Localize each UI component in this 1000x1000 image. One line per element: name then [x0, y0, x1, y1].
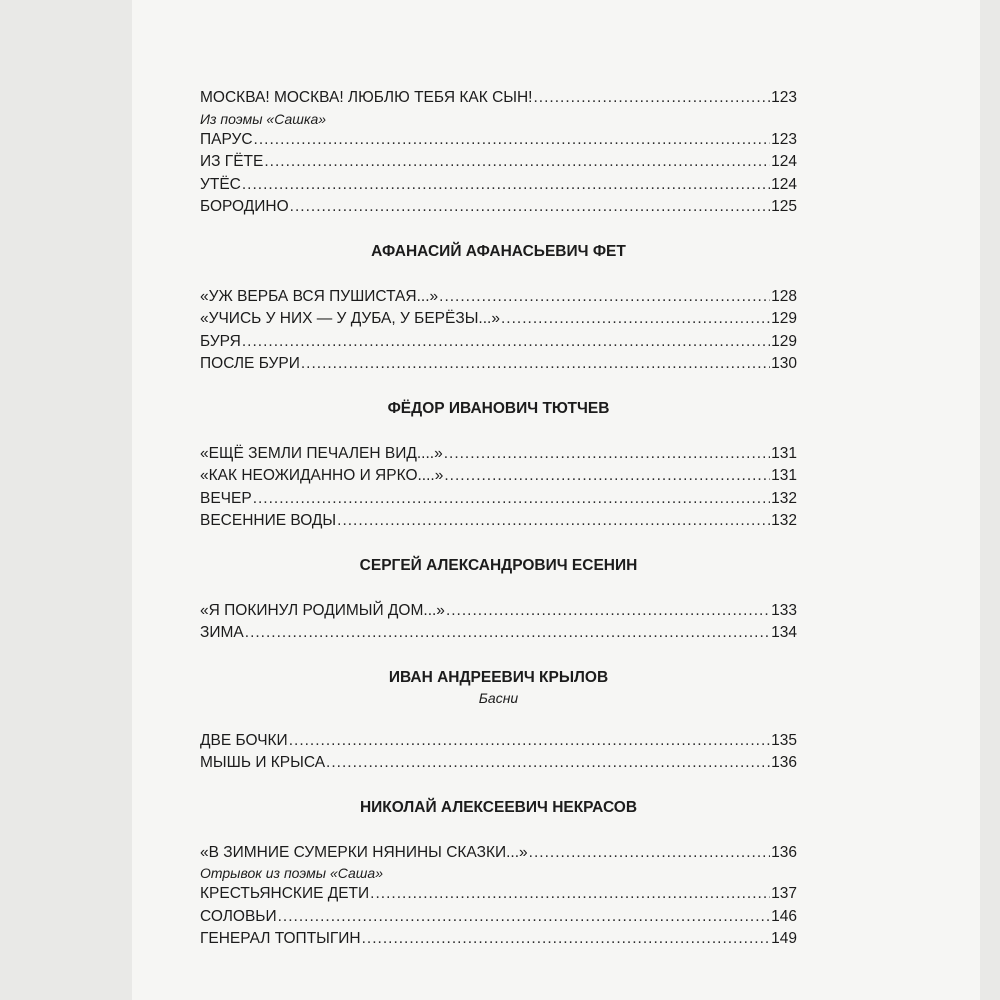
leader-dots [301, 353, 770, 376]
toc-entry-page: 123 [771, 89, 797, 106]
toc-entry-page: 131 [771, 444, 797, 462]
author-heading: ИВАН АНДРЕЕВИЧ КРЫЛОВ [388, 668, 609, 686]
toc-entry-title: УТЁС [200, 175, 241, 193]
toc-entry-page: 133 [771, 601, 797, 619]
toc-note: Отрывок из поэмы «Саша» [200, 865, 383, 881]
table-of-contents [200, 87, 797, 951]
toc-entry-title: ГЕНЕРАЛ ТОПТЫГИН [200, 930, 361, 947]
toc-entry [200, 308, 797, 331]
toc-entry-page: 130 [771, 355, 797, 372]
toc-entry [200, 730, 797, 753]
genre-subheading: Басни [478, 689, 519, 706]
toc-entry-page: 135 [771, 731, 797, 749]
toc-entry [200, 752, 797, 775]
leader-dots [289, 730, 770, 753]
toc-entry-page: 125 [771, 198, 797, 215]
toc-entry-page: 149 [771, 930, 797, 947]
toc-entry-page: 129 [771, 310, 797, 327]
toc-entry [200, 622, 797, 645]
toc-entry-title: ПОСЛЕ БУРИ [200, 355, 300, 372]
leader-dots [242, 174, 770, 197]
author-heading: АФАНАСИЙ АФАНАСЬЕВИЧ ФЕТ [371, 242, 626, 260]
toc-entry-title: ЗИМА [200, 624, 244, 641]
toc-entry [200, 883, 797, 906]
toc-entry-title: «УЖ ВЕРБА ВСЯ ПУШИСТАЯ...» [200, 287, 439, 305]
toc-entry-page: 146 [771, 907, 797, 925]
toc-entry [200, 906, 797, 929]
toc-entry-title: «УЧИСЬ У НИХ — У ДУБА, У БЕРЁЗЫ...» [200, 310, 500, 327]
toc-entry-title: ВЕЧЕР [200, 489, 252, 507]
toc-entry-title: «В ЗИМНИЕ СУМЕРКИ НЯНИНЫ СКАЗКИ...» [200, 843, 528, 861]
toc-entry-title: «Я ПОКИНУЛ РОДИМЫЙ ДОМ...» [200, 601, 445, 619]
toc-entry-title: БОРОДИНО [200, 198, 289, 215]
toc-entry [200, 842, 797, 865]
toc-note: Из поэмы «Сашка» [200, 110, 327, 127]
leader-dots [446, 600, 770, 623]
toc-entry-title: ВЕСЕННИЕ ВОДЫ [200, 512, 337, 529]
toc-entry-title: БУРЯ [200, 332, 241, 350]
toc-entry-page: 132 [771, 512, 797, 529]
toc-entry-title: КРЕСТЬЯНСКИЕ ДЕТИ [200, 885, 370, 902]
leader-dots [245, 622, 770, 645]
toc-entry-title: МЫШЬ И КРЫСА [200, 754, 326, 771]
toc-entry-page: 136 [771, 843, 797, 861]
toc-entry-page: 129 [771, 332, 797, 350]
leader-dots [254, 129, 771, 152]
toc-entry [200, 331, 797, 354]
toc-entry-page: 124 [771, 153, 797, 170]
leader-dots [529, 842, 770, 865]
leader-dots [370, 883, 770, 906]
toc-entry-title: «ЕЩЁ ЗЕМЛИ ПЕЧАЛЕН ВИД....» [200, 444, 443, 462]
leader-dots [242, 331, 770, 354]
toc-entry [200, 928, 797, 951]
toc-entry-title: ИЗ ГЁТЕ [200, 153, 264, 170]
author-heading: СЕРГЕЙ АЛЕКСАНДРОВИЧ ЕСЕНИН [359, 556, 638, 574]
toc-entry [200, 196, 797, 219]
toc-entry-page: 128 [771, 287, 797, 305]
toc-entry [200, 465, 797, 488]
leader-dots [534, 87, 771, 110]
leader-dots [444, 443, 770, 466]
toc-entry [200, 353, 797, 376]
leader-dots [439, 286, 770, 309]
leader-dots [290, 196, 770, 219]
toc-entry [200, 600, 797, 623]
toc-entry-title: СОЛОВЬИ [200, 907, 277, 925]
toc-entry [200, 286, 797, 309]
toc-entry [200, 129, 797, 152]
leader-dots [337, 510, 770, 533]
leader-dots [362, 928, 771, 951]
toc-entry-title: ДВЕ БОЧКИ [200, 731, 288, 749]
leader-dots [264, 151, 770, 174]
toc-entry-page: 124 [771, 175, 797, 193]
toc-entry-page: 137 [771, 885, 797, 902]
toc-entry-page: 131 [771, 467, 797, 484]
leader-dots [326, 752, 770, 775]
toc-entry-page: 136 [771, 754, 797, 771]
toc-entry [200, 87, 797, 110]
toc-entry [200, 151, 797, 174]
toc-entry-page: 134 [771, 624, 797, 641]
leader-dots [253, 488, 770, 511]
leader-dots [278, 906, 771, 929]
leader-dots [444, 465, 770, 488]
toc-entry [200, 488, 797, 511]
toc-entry [200, 443, 797, 466]
toc-entry [200, 510, 797, 533]
toc-entry-title: МОСКВА! МОСКВА! ЛЮБЛЮ ТЕБЯ КАК СЫН! [200, 89, 533, 106]
toc-entry-page: 123 [771, 130, 797, 148]
toc-entry-page: 132 [771, 489, 797, 507]
leader-dots [501, 308, 770, 331]
toc-entry-title: «КАК НЕОЖИДАННО И ЯРКО....» [200, 467, 444, 484]
author-heading: НИКОЛАЙ АЛЕКСЕЕВИЧ НЕКРАСОВ [359, 798, 638, 816]
toc-entry-title: ПАРУС [200, 130, 253, 148]
author-heading: ФЁДОР ИВАНОВИЧ ТЮТЧЕВ [387, 399, 610, 417]
toc-entry [200, 174, 797, 197]
